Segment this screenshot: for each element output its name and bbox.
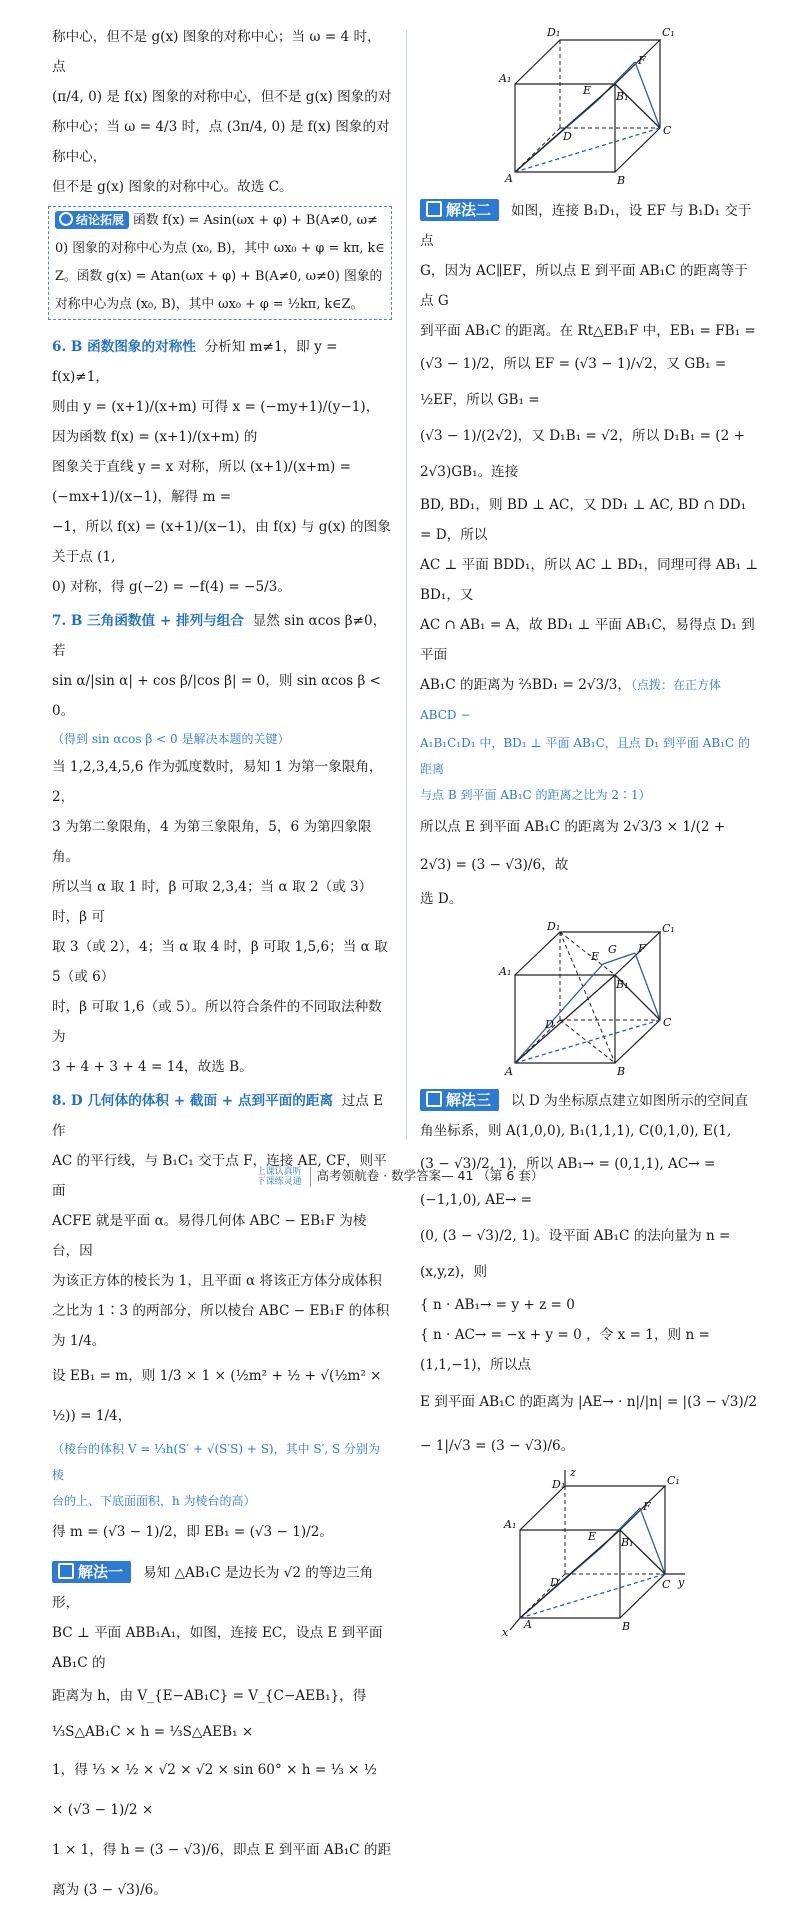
label-C: C (663, 1016, 672, 1029)
logo-line: 下课练灵通 (256, 1176, 302, 1187)
label-B1: B₁ (621, 1536, 634, 1549)
cube-figure-1 (495, 22, 685, 192)
label-C1: C₁ (667, 1474, 680, 1487)
axis-x-label: x (502, 1626, 509, 1638)
text-line: 分析知 m≠1，即 y = f(x)≠1， (52, 339, 338, 385)
text-line: 过点 E 作 (52, 1093, 384, 1139)
text-line: 以 D 为坐标原点建立如图所示的空间直 (511, 1093, 749, 1109)
text-line: { n · AC→ = −x + y = 0 ，令 x = 1，则 n = (1,1,−1)，所以点 (420, 1327, 710, 1373)
text-line: −1，所以 f(x) = (x+1)/(x−1)，由 f(x) 与 g(x) 的图象关于点 (1, (52, 519, 391, 565)
label-E: E (591, 950, 600, 963)
column-divider (406, 30, 407, 1140)
text-line: 显然 sin αcos β≠0，若 (52, 613, 387, 659)
label-A: A (505, 172, 513, 185)
text-line: E 到平面 AB₁C 的距离为 |AE→ · n|/|n| = |(3 − √3)/2 − 1|/√3 = (3 − √3)/6。 (420, 1394, 757, 1454)
text-line: AB₁C 的距离为 ⅔BD₁ = 2√3/3， (420, 677, 632, 693)
label-G: G (608, 943, 617, 956)
hint-note: （点拨：在正方体 ABCD − (420, 678, 722, 722)
text-line: BD, BD₁，则 BD ⊥ AC，又 DD₁ ⊥ AC, BD ∩ DD₁ = D，所以 (420, 497, 747, 543)
pencil-icon (58, 1563, 74, 1579)
text-line: sin α/|sin α| + cos β/|cos β| = 0，则 sin αcos β < 0。 (52, 673, 382, 719)
conclusion-badge (55, 211, 129, 229)
text-line: 0) 对称，得 g(−2) = −f(4) = −5/3。 (52, 579, 291, 595)
label-B: B (622, 1620, 631, 1633)
question-6 (52, 332, 392, 392)
text-line: 设 EB₁ = m，则 1/3 × 1 × (½m² + ½ + √(½m² × ½)) = 1/4， (52, 1368, 382, 1424)
question-8 (52, 1086, 392, 1146)
label-F: F (643, 1500, 651, 1513)
badge-label: 解法一 (78, 1563, 124, 1581)
text-line: 3 为第二象限角，4 为第三象限角，5，6 为第四象限角。 (52, 819, 372, 865)
text-line: 称中心；当 ω = 4/3 时，点 (3π/4, 0) 是 f(x) 图象的对称中心， (52, 119, 390, 165)
label-D1: D₁ (547, 26, 561, 39)
label-D: D (550, 1576, 559, 1589)
label-B: B (617, 174, 626, 187)
label-C1: C₁ (662, 26, 675, 39)
label-B1: B₁ (616, 978, 629, 991)
label-F: F (638, 54, 646, 67)
text-line: (√3 − 1)/2，所以 EF = (√3 − 1)/√2，又 GB₁ = ½EF，所以 GB₁ = (420, 356, 727, 408)
badge-label: 结论拓展 (76, 213, 125, 227)
hint-note: 与点 B 到平面 AB₁C 的距离之比为 2∶1） (420, 788, 651, 802)
pencil-icon (426, 201, 442, 217)
text-line: 当 1,2,3,4,5,6 作为弧度数时，易知 1 为第一象限角，2， (52, 759, 383, 805)
publisher-logo (257, 1167, 311, 1187)
text-line: 图象关于直线 y = x 对称，所以 (x+1)/(x+m) = (−mx+1)/(x−1)，解得 m = (52, 459, 352, 505)
logo-line: 上课认真听 (256, 1166, 302, 1177)
label-C1: C₁ (662, 922, 675, 935)
method-3-badge (420, 1089, 499, 1111)
text-line: BC ⊥ 平面 ABB₁A₁，如图，连接 EC，设点 E 到平面 AB₁C 的 (52, 1625, 383, 1671)
text-line: 但不是 g(x) 图象的对称中心。故选 C。 (52, 179, 293, 195)
question-8-heading: 8. D 几何体的体积 + 截面 + 点到平面的距离 (52, 1093, 334, 1109)
pencil-icon (426, 1091, 442, 1107)
label-A1: A₁ (499, 965, 512, 978)
page-footer (0, 1166, 800, 1187)
text-line: 函数 f(x) = Asin(ωx + φ) + B(A≠0, ω≠ (133, 213, 378, 228)
question-7-heading: 7. B 三角函数值 + 排列与组合 (52, 613, 244, 629)
text-line: 3 + 4 + 3 + 4 = 14，故选 B。 (52, 1059, 253, 1075)
text-line: 取 3（或 2），4；当 α 取 4 时，β 可取 1,5,6；当 α 取 5（或 6） (52, 939, 388, 985)
label-F: F (638, 942, 646, 955)
label-D1: D₁ (552, 1478, 566, 1491)
question-6-heading: 6. B 函数图象的对称性 (52, 339, 196, 355)
hint-note: 台的上、下底面面积，h 为棱台的高） (52, 1494, 256, 1508)
text-line: 则由 y = (x+1)/(x+m) 可得 x = (−my+1)/(y−1)，因为函数 f(x) = (x+1)/(x+m) 的 (52, 399, 380, 445)
text-line: (√3 − 1)/(2√2)，又 D₁B₁ = √2，所以 D₁B₁ = (2 + 2√3)GB₁。连接 (420, 428, 745, 480)
label-E: E (583, 84, 592, 97)
text-line: 得 m = (√3 − 1)/2，即 EB₁ = (√3 − 1)/2。 (52, 1524, 333, 1540)
label-B: B (617, 1065, 626, 1078)
method-2-badge (420, 199, 499, 221)
text-line: 角坐标系，则 A(1,0,0), B₁(1,1,1), C(0,1,0), E(1, (420, 1123, 732, 1139)
label-A1: A₁ (499, 72, 512, 85)
left-column (52, 22, 392, 1910)
target-icon (59, 212, 73, 226)
text-line: 所以点 E 到平面 AB₁C 的距离为 2√3/3 × 1/(2 + 2√3) = (3 − √3)/6，故 (420, 819, 726, 873)
text-line: 距离为 h，由 V_{E−AB₁C} = V_{C−AEB₁}，得 ⅓S△AB₁C × h = ⅓S△AEB₁ × (52, 1688, 367, 1740)
label-D: D (545, 1018, 554, 1031)
text-line: (π/4, 0) 是 f(x) 图象的对称中心，但不是 g(x) 图象的对 (52, 89, 392, 105)
badge-label: 解法二 (446, 201, 492, 219)
text-line: 为该正方体的棱长为 1，且平面 α 将该正方体分成体积 (52, 1273, 382, 1289)
text-line: ACFE 就是平面 α。易得几何体 ABC − EB₁F 为棱台，因 (52, 1213, 367, 1259)
text-line: 0) 图象的对称中心为点 (x₀, B)，其中 ωx₀ + φ = kπ, k∈ (55, 241, 385, 256)
text-line: 称中心，但不是 g(x) 图象的对称中心；当 ω = 4 时，点 (52, 29, 381, 75)
label-C: C (663, 124, 672, 137)
method-3 (420, 1086, 760, 1116)
text-line: 到平面 AB₁C 的距离。在 Rt△EB₁F 中，EB₁ = FB₁ = (420, 323, 756, 339)
hint-note: A₁B₁C₁D₁ 中，BD₁ ⊥ 平面 AB₁C，且点 D₁ 到平面 AB₁C 的距离 (420, 736, 750, 776)
text-line: 之比为 1∶3 的两部分，所以棱台 ABC − EB₁F 的体积为 1/4。 (52, 1303, 390, 1349)
label-B1: B₁ (616, 90, 629, 103)
text-line: 对称中心为点 (x₀, B)，其中 ωx₀ + φ = ½kπ, k∈Z。 (55, 297, 364, 312)
cube-figure-2 (495, 920, 685, 1080)
cube-figure-3-coordinates (490, 1468, 690, 1638)
text-line (420, 670, 760, 730)
axis-y-label: y (678, 1576, 685, 1589)
badge-label: 解法三 (446, 1091, 492, 1109)
text-line: (3 − √3)/2, 1)，所以 AB₁→ = (0,1,1), AC→ = (−1,1,0), AE→ = (420, 1156, 716, 1208)
text-line: 易知 △AB₁C 是边长为 √2 的等边三角形， (52, 1565, 374, 1611)
text-line: 所以当 α 取 1 时，β 可取 2,3,4；当 α 取 2（或 3）时，β 可 (52, 879, 373, 925)
label-A1: A₁ (504, 1518, 517, 1531)
conclusion-extension-box (48, 206, 392, 320)
label-A: A (505, 1065, 513, 1078)
method-1-badge (52, 1561, 131, 1583)
text-line: 1 × 1，得 h = (3 − √3)/6，即点 E 到平面 AB₁C 的距离为 (3 − √3)/6。 (52, 1842, 392, 1898)
text-line: AC ⊥ 平面 BDD₁，所以 AC ⊥ BD₁，同理可得 AB₁ ⊥ BD₁，又 (420, 557, 759, 603)
axis-z-label: z (570, 1468, 576, 1479)
label-D1: D₁ (547, 920, 561, 933)
text-line: AC ∩ AB₁ = A，故 BD₁ ⊥ 平面 AB₁C，易得点 D₁ 到平面 (420, 617, 755, 663)
label-C: C (662, 1578, 671, 1591)
text-line: 1，得 ⅓ × ½ × √2 × √2 × sin 60° × h = ⅓ × ½ × (√3 − 1)/2 × (52, 1762, 377, 1818)
footer-text: 高考领航卷 · 数学答案— 41 （第 6 套） (316, 1168, 544, 1183)
hint-note: （得到 sin αcos β < 0 是解决本题的关键） (52, 732, 290, 746)
right-column (420, 22, 760, 1638)
text-line: AC 的平行线，与 B₁C₁ 交于点 F，连接 AE, CF，则平面 (52, 1153, 387, 1199)
text-line: { n · AB₁→ = y + z = 0 (420, 1297, 575, 1313)
label-E: E (588, 1530, 597, 1543)
label-A: A (524, 1618, 532, 1631)
text-line: 选 D。 (420, 891, 463, 907)
method-2 (420, 196, 760, 256)
label-D: D (563, 130, 572, 143)
hint-note: （棱台的体积 V = ⅓h(S′ + √(S′S) + S)，其中 S′, S 分别为棱 (52, 1442, 381, 1482)
text-line: G，因为 AC∥EF，所以点 E 到平面 AB₁C 的距离等于点 G (420, 263, 748, 309)
text-line: 如图，连接 B₁D₁，设 EF 与 B₁D₁ 交于点 (420, 203, 752, 249)
question-7 (52, 606, 392, 666)
method-1 (52, 1558, 392, 1618)
text-line: 时，β 可取 1,6（或 5）。所以符合条件的不同取法种数为 (52, 999, 382, 1045)
text-line: Z。函数 g(x) = Atan(ωx + φ) + B(A≠0, ω≠0) 图象的 (55, 269, 383, 284)
text-line: (0, (3 − √3)/2, 1)。设平面 AB₁C 的法向量为 n = (x,y,z)，则 (420, 1228, 731, 1280)
